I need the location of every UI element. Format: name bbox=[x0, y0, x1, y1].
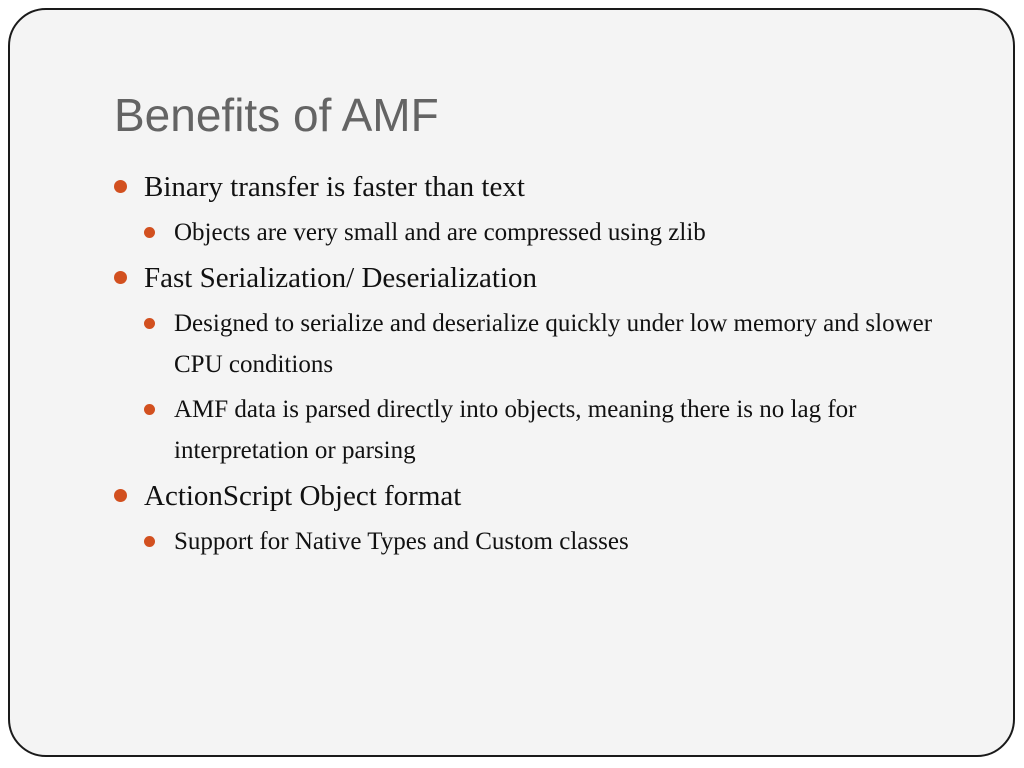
sub-bullet-dot-icon bbox=[144, 404, 155, 415]
bullet-item bbox=[114, 259, 974, 297]
bullet-text: Binary transfer is faster than text bbox=[144, 171, 525, 203]
bullet-dot-icon bbox=[114, 180, 127, 193]
sub-bullet-item bbox=[144, 389, 974, 471]
bullet-item bbox=[114, 477, 974, 515]
sub-bullet-dot-icon bbox=[144, 227, 155, 238]
bullet-list bbox=[114, 168, 974, 562]
bullet-text: Fast Serialization/ Deserialization bbox=[144, 262, 537, 294]
bullet-dot-icon bbox=[114, 489, 127, 502]
sub-bullet-item bbox=[144, 212, 974, 253]
bullet-text: ActionScript Object format bbox=[144, 480, 462, 512]
sub-bullet-item bbox=[144, 521, 974, 562]
sub-bullet-item bbox=[144, 303, 974, 385]
sub-bullet-text: Objects are very small and are compressed using zlib bbox=[174, 219, 706, 246]
sub-bullet-text: Designed to serialize and deserialize quickly under low memory and slower CPU conditions bbox=[174, 310, 933, 378]
bullet-item bbox=[114, 168, 974, 206]
sub-bullet-dot-icon bbox=[144, 536, 155, 547]
slide-title: Benefits of AMF bbox=[114, 89, 439, 141]
bullet-dot-icon bbox=[114, 271, 127, 284]
sub-bullet-dot-icon bbox=[144, 318, 155, 329]
sub-bullet-text: Support for Native Types and Custom classes bbox=[174, 528, 629, 555]
sub-bullet-text: AMF data is parsed directly into objects, meaning there is no lag for interpretation or parsing bbox=[174, 396, 857, 464]
